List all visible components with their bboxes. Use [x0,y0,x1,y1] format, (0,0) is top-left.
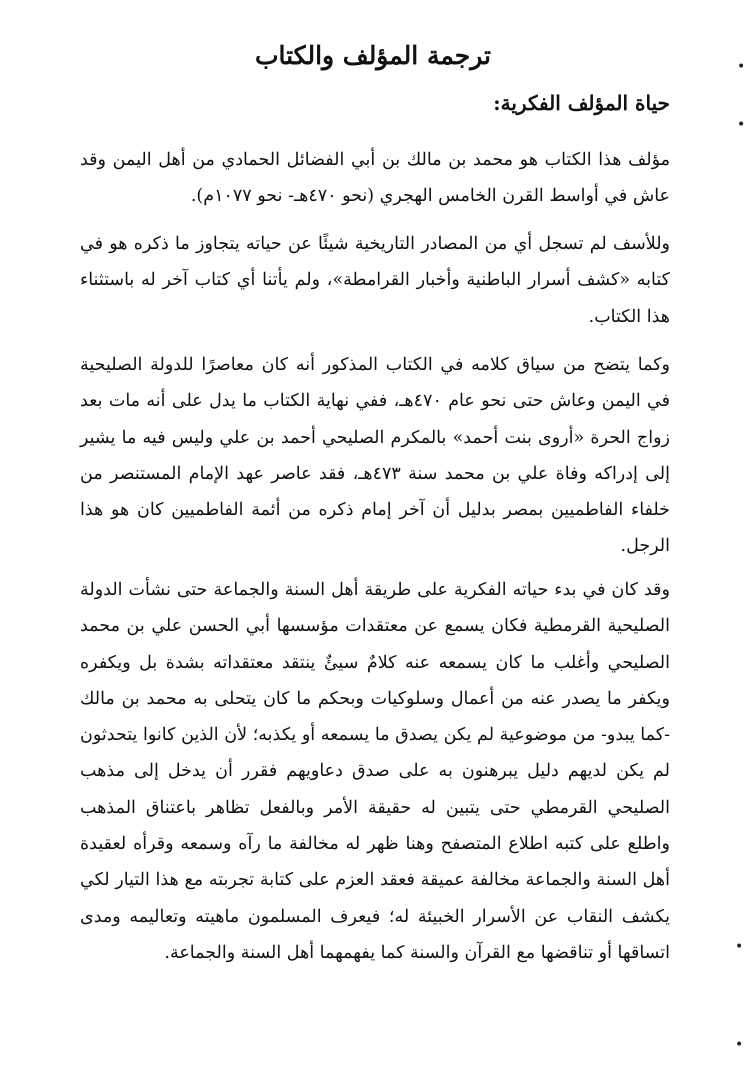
paragraph-4: وقد كان في بدء حياته الفكرية على طريقة أهل السنة والجماعة حتى نشأت الدولة الصليحية القرمطية فكان يسمع عن معتقدات مؤسسها أبي الحسن علي بن محمد الصليحي وأغلب ما كان يسمعه عنه كلامٌ سيئٌ ينتقد معتقداته بشدة بل ويكفره ويكفر ما يصدر عنه من أعمال وسلوكيات وبحكم ما كان يتحلى به محمد بن مالك -كما يبدو- من موضوعية لم يكن يصدق ما يسمعه أو يكذبه؛ لأن الذين كانوا يتحدثون لم يكن لديهم دليل يبرهنون به على صدق دعاويهم فقرر أن يدخل إلى مذهب الصليحي القرمطي حتى يتبين له حقيقة الأمر وبالفعل تظاهر باعتناق المذهب واطلع على كتبه اطلاع المتصفح وهنا ظهر له مخالفة ما رآه وسمعه وقرأه لعقيدة أهل السنة والجماعة مخالفة عميقة فعقد العزم على كتابة تجربته مع هذا التيار لكي يكشف النقاب عن الأسرار الخبيئة له؛ فيعرف المسلمون ماهيته وتعاليمه ومدى اتساقها أو تناقضها مع القرآن والسنة كما يفهمهما أهل السنة والجماعة. [80,580,670,963]
page-title: ترجمة المؤلف والكتاب [254,41,492,70]
scan-dot: • [735,939,744,955]
section-title: حياة المؤلف الفكرية: [493,91,670,115]
paragraph-1: مؤلف هذا الكتاب هو محمد بن مالك بن أبي الفضائل الحمادي من أهل اليمن وقد عاش في أواسط القرن الخامس الهجري (نحو ٤٧٠هـ- نحو ١٠٧٧م). [80,150,670,207]
scan-dot: • [735,1037,744,1053]
paragraph-3: وكما يتضح من سياق كلامه في الكتاب المذكور أنه كان معاصرًا للدولة الصليحية في اليمن وعاش حتى نحو عام ٤٧٠هـ، ففي نهاية الكتاب ما يدل على أنه مات بعد زواج الحرة «أروى بنت أحمد» بالمكرم الصليحي أحمد بن علي وليس فيه ما يشير إلى إدراكه وفاة علي بن محمد سنة ٤٧٣هـ، فقد عاصر عهد الإمام المستنصر من خلفاء الفاطميين بمصر بدليل أن آخر إمام ذكره من أئمة الفاطميين كان هو هذا الرجل. [80,355,670,557]
scan-dot: • [737,117,746,133]
scan-dot: • [737,59,746,75]
paragraph-2: وللأسف لم تسجل أي من المصادر التاريخية شيئًا عن حياته يتجاوز ما ذكره هو في كتابه «كشف أسرار الباطنية وأخبار القرامطة»، ولم يأتنا أي كتاب آخر له باستثناء هذا الكتاب. [80,234,670,327]
